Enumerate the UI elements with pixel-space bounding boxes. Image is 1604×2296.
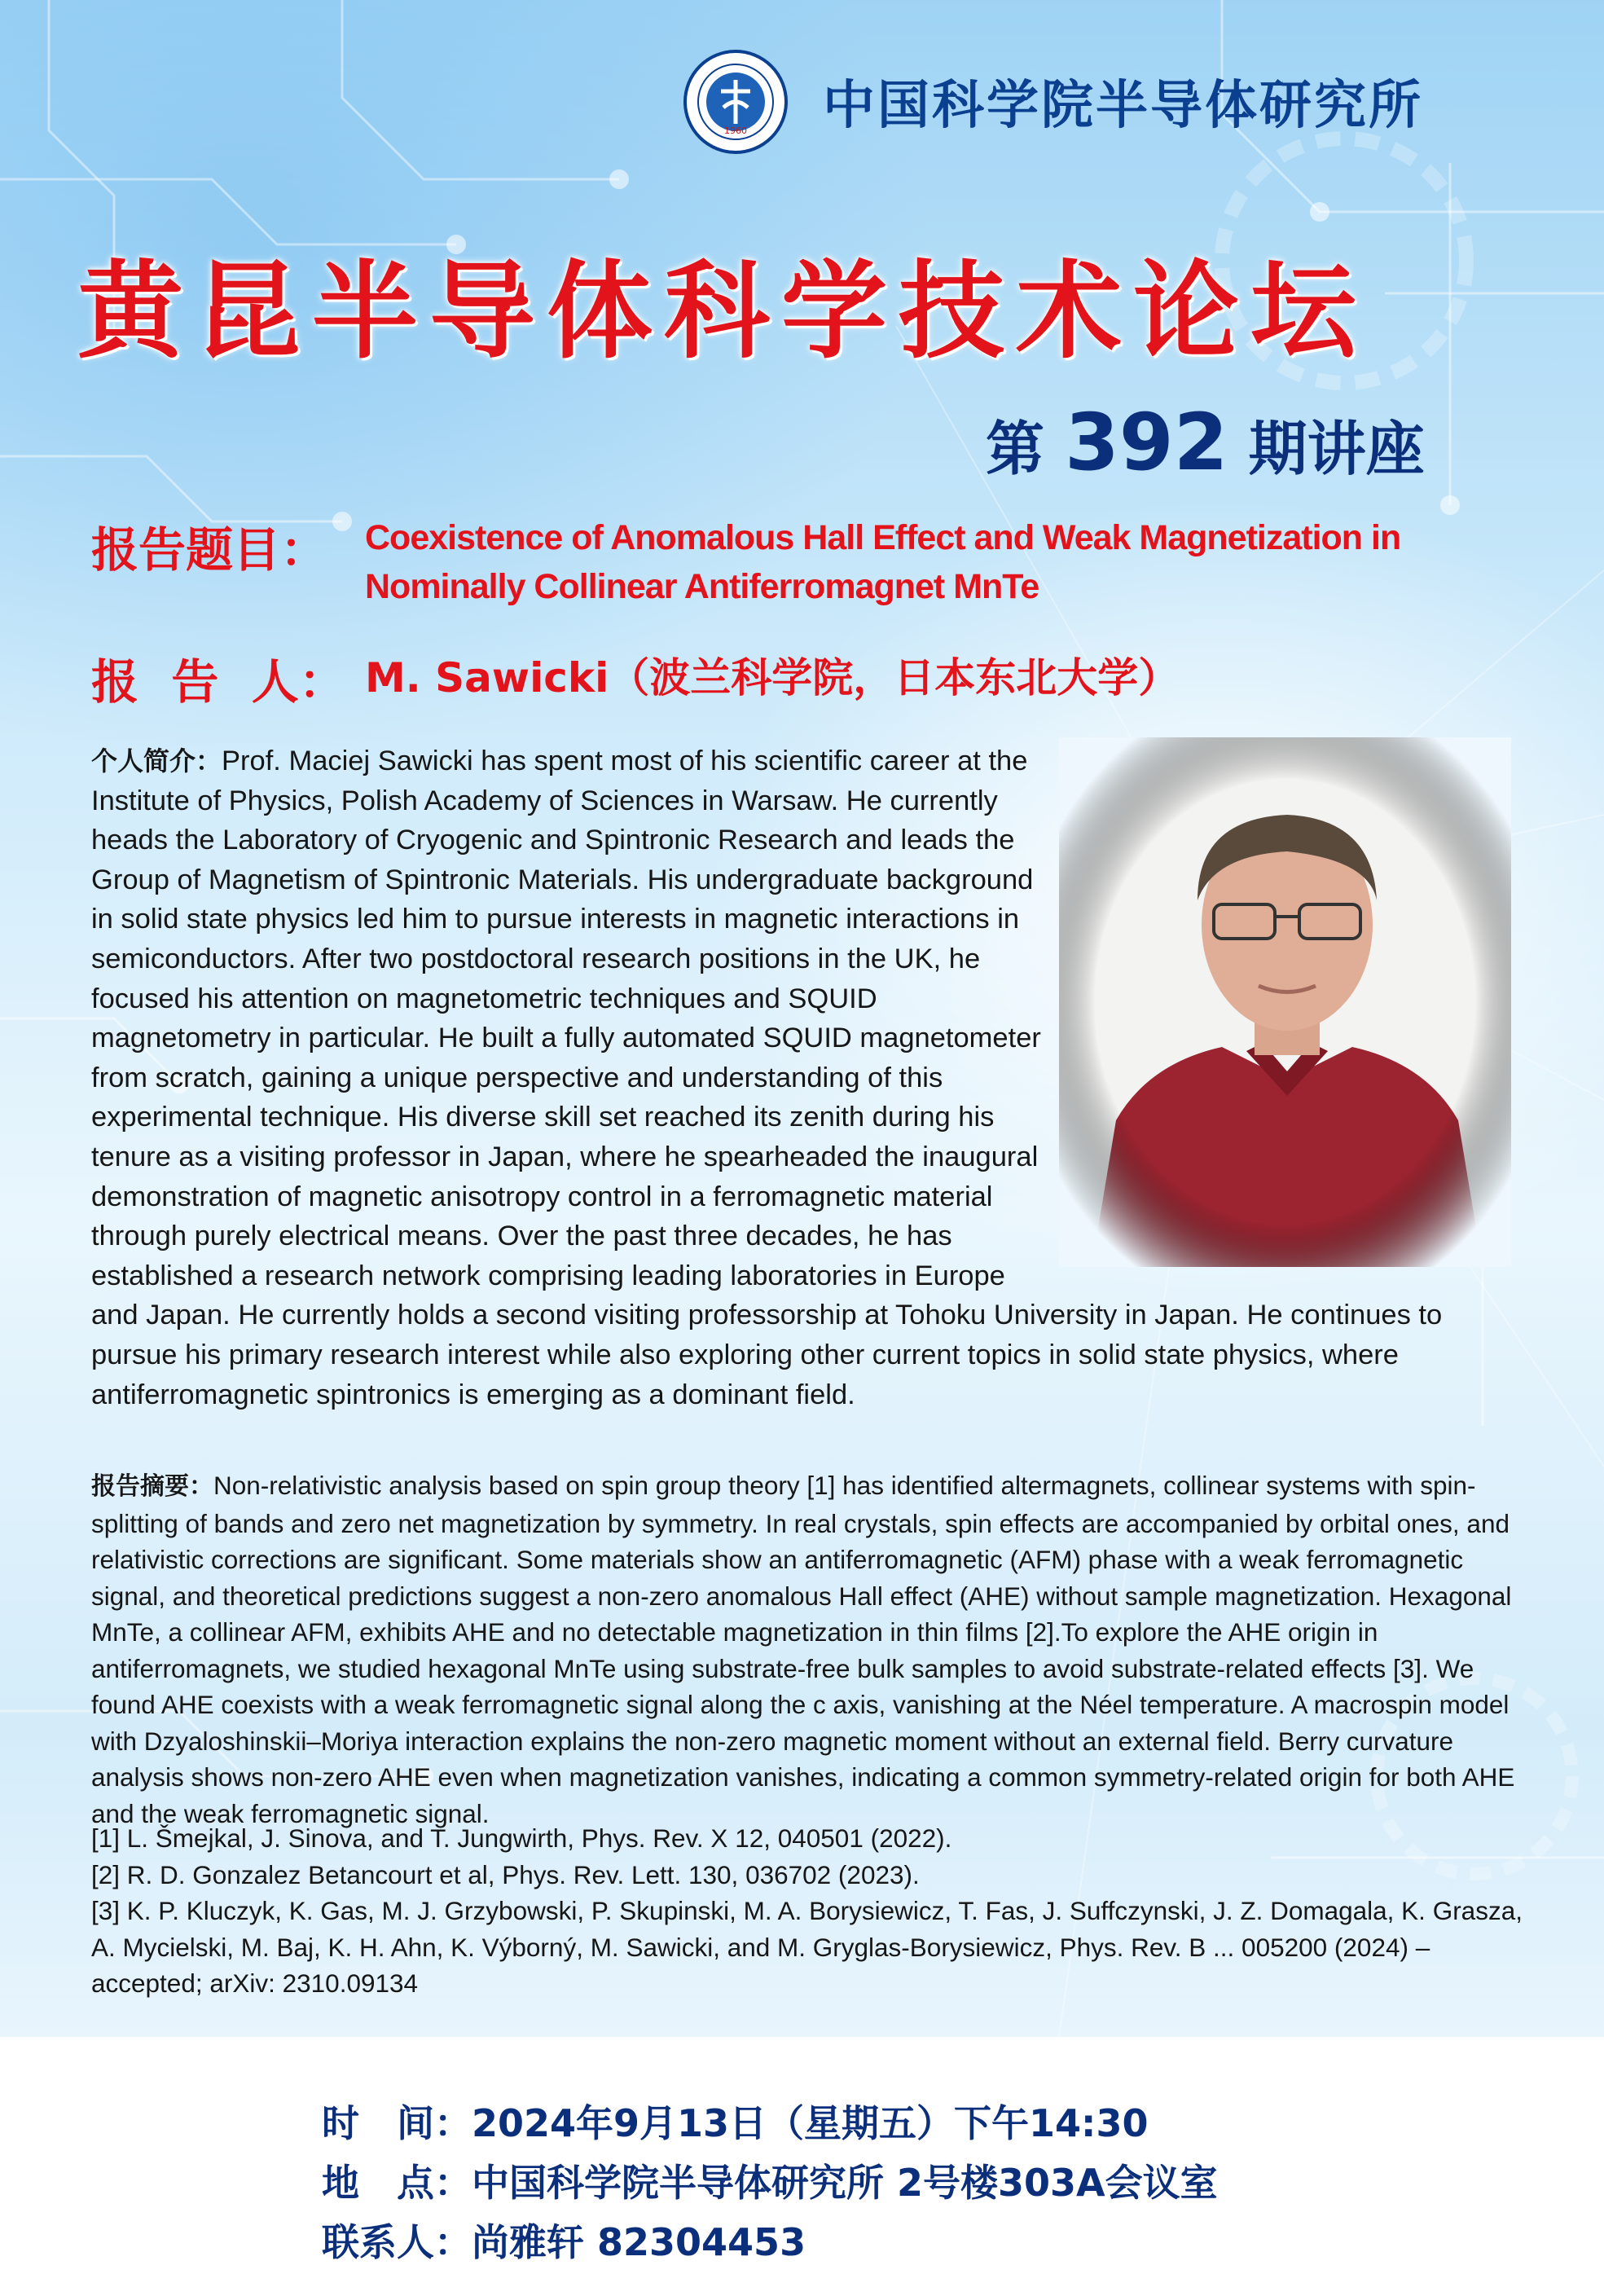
contact-row <box>322 2213 806 2267</box>
speaker-name: M. Sawicki（波兰科学院，日本东北大学） <box>365 654 1180 702</box>
report-title <box>365 513 1522 611</box>
lecture-prefix: 第 <box>986 415 1045 483</box>
contact-label: 联系人： <box>322 2220 472 2264</box>
place-row <box>322 2153 1218 2207</box>
title-label: 报告题目： <box>91 522 328 578</box>
reference-item: [1] L. Šmejkal, J. Sinova, and T. Jungwirth, Phys. Rev. X 12, 040501 (2022). <box>91 1823 952 1853</box>
lecture-number <box>986 397 1572 488</box>
bio-text: Prof. Maciej Sawicki has spent most of his scientific career at the Institute of Physics, Polish Academy of Sciences in Warsaw. He currently heads the Laboratory of Cryogenic and Spintronic Research and leads the Group of Magnetism of Spintronic Materials. His undergraduate background in solid state physics led him to pursue interests in magnetic interactions in semiconductors. After two postdoctoral research positions in the UK, he focused his attention on magnetometric techniques and SQUID magnetometry in particular. He built a fully automated SQUID magnetometer from scratch, gaining a unique perspective and understanding of this experimental technique. His diverse skill set reached its zenith during his tenure as a visiting professor in Japan, where he spearheaded the inaugural demonstration of magnetic anisotropy control in a ferromagnetic material through purely electrical means. Over the past three decades, he has established a research network comprising leading laboratories in Europe and Japan. He currently holds a second visiting professorship at Tohoku University in Japan. He continues to pursue his primary research interest while also exploring other current topics in solid state physics, where antiferromagnetic spintronics is emerging as a dominant field. <box>91 746 1443 1410</box>
event-details <box>0 2037 1604 2296</box>
bio-label: 个人简介： <box>91 746 222 776</box>
time-label: 时 间： <box>322 2101 472 2145</box>
time-row <box>322 2094 1148 2148</box>
svg-text:1960: 1960 <box>724 125 747 136</box>
report-title-line-1: Coexistence of Anomalous Hall Effect and Weak Magnetization in <box>365 518 1401 557</box>
place-label: 地 点： <box>322 2161 472 2205</box>
reference-list <box>91 1820 1525 2002</box>
contact-value: 尚雅轩 82304453 <box>472 2220 806 2264</box>
reference-item: [2] R. D. Gonzalez Betancourt et al, Phys. Rev. Lett. 130, 036702 (2023). <box>91 1859 920 1889</box>
abstract-label: 报告摘要： <box>91 1473 213 1500</box>
speaker-bio <box>91 741 1525 1414</box>
photo-spacer <box>1043 741 1525 1286</box>
lecture-suffix: 期讲座 <box>1248 415 1425 483</box>
time-value: 2024年9月13日（星期五）下午14:30 <box>472 2101 1149 2145</box>
reference-item: [3] K. P. Kluczyk, K. Gas, M. J. Grzybowski, P. Skupinski, M. A. Borysiewicz, T. Fas, J. Suffczynski, J. Z. Domagala, K. Grasza, A. Mycielski, M. Baj, K. H. Ahn, K. Výborný, M. Sawicki, and M. Gryglas-Borysiewicz, Phys. Rev. B ... 005200 (2024) – accepted; arXiv: 2310.09134 <box>91 1896 1523 1998</box>
abstract-text: Non-relativistic analysis based on spin group theory [1] has identified altermagnets, collinear systems with spin-splitting of bands and zero net magnetization by symmetry. In real crystals, spin effects are accompanied by orbital ones, and relativistic corrections are significant. Some materials show an antiferromagnetic (AFM) phase with a weak ferromagnetic signal, and theoretical predictions suggest a non-zero anomalous Hall effect (AHE) without sample magnetization. Hexagonal MnTe, a collinear AFM, exhibits AHE and no detectable magnetization in thin films [2].To explore the AHE origin in antiferromagnets, we studied hexagonal MnTe using substrate-free bulk samples to avoid substrate-related effects [3]. We found AHE coexists with a weak ferromagnetic signal along the c axis, vanishing at the Néel temperature. A macrospin model with Dzyaloshinskii–Moriya interaction explains the non-zero magnetic moment without an external field. Berry curvature analysis shows non-zero AHE even when magnetization vanishes, indicating a common symmetry-related origin for both AHE and the weak ferromagnetic signal. <box>91 1471 1515 1828</box>
lecture-issue: 392 <box>1065 397 1228 488</box>
forum-title: 黄昆半导体科学技术论坛 <box>77 249 1369 373</box>
speaker-label: 报 告 人： <box>91 654 346 710</box>
abstract <box>91 1467 1525 1832</box>
place-value: 中国科学院半导体研究所 2号楼303A会议室 <box>472 2161 1218 2205</box>
report-title-line-2: Nominally Collinear Antiferromagnet MnTe <box>365 567 1039 606</box>
institute-seal-icon <box>683 49 789 155</box>
institute-name: 中国科学院半导体研究所 <box>823 76 1423 136</box>
